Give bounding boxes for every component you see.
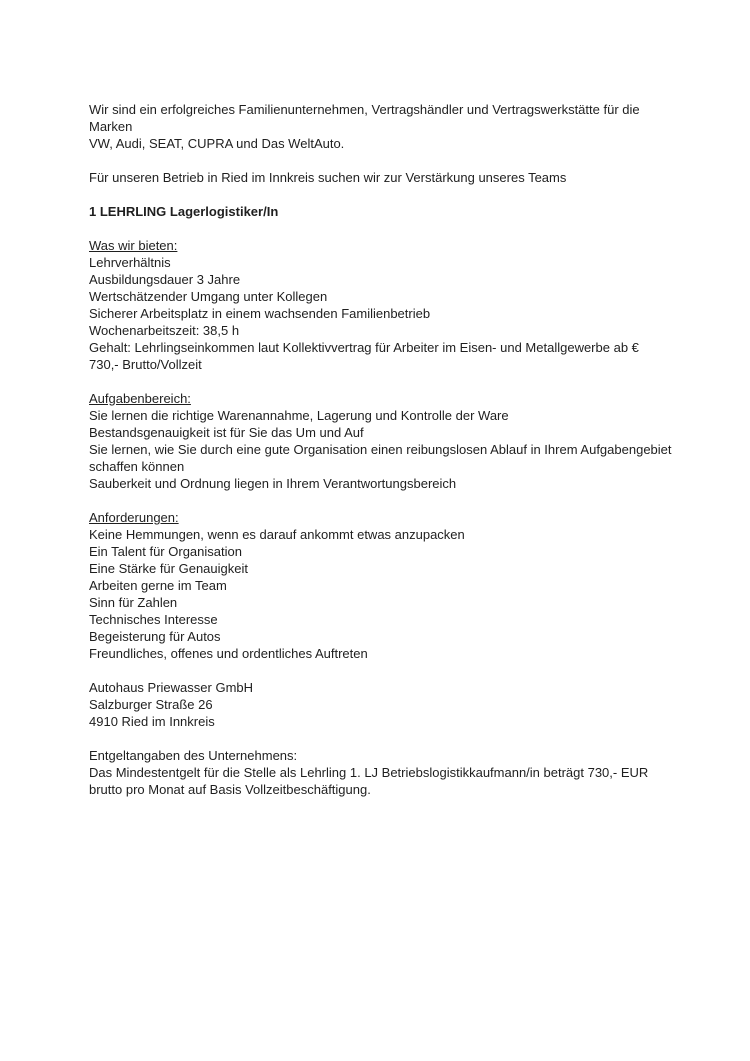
requirement-item: Technisches Interesse: [89, 612, 218, 627]
company-street: Salzburger Straße 26: [89, 697, 213, 712]
task-item: schaffen können: [89, 459, 185, 474]
offer-item: Gehalt: Lehrlingseinkommen laut Kollektivvertrag für Arbeiter im Eisen- und Metallgewerbe ab €: [89, 340, 639, 355]
task-item: Sauberkeit und Ordnung liegen in Ihrem Verantwortungsbereich: [89, 476, 457, 491]
company-address: [89, 679, 728, 730]
requirement-item: Arbeiten gerne im Team: [89, 578, 227, 593]
salary-disclosure: [89, 747, 728, 798]
salary-disclosure-line: brutto pro Monat auf Basis Vollzeitbeschäftigung.: [89, 782, 371, 797]
intro-paragraph: [89, 101, 728, 152]
text-line: Für unseren Betrieb in Ried im Innkreis suchen wir zur Verstärkung unseres Teams: [89, 170, 567, 185]
salary-disclosure-heading: Entgeltangaben des Unternehmens:: [89, 748, 298, 763]
offer-item: Wertschätzender Umgang unter Kollegen: [89, 289, 328, 304]
requirement-item: Keine Hemmungen, wenn es darauf ankommt etwas anzupacken: [89, 527, 465, 542]
offer-item: Ausbildungsdauer 3 Jahre: [89, 272, 241, 287]
text-line: VW, Audi, SEAT, CUPRA und Das WeltAuto.: [89, 136, 345, 151]
offer-item: Sicherer Arbeitsplatz in einem wachsenden Familienbetrieb: [89, 306, 431, 321]
section-heading: Was wir bieten:: [89, 238, 178, 253]
task-item: Sie lernen die richtige Warenannahme, Lagerung und Kontrolle der Ware: [89, 408, 509, 423]
offer-item: 730,- Brutto/Vollzeit: [89, 357, 202, 372]
offer-item: Wochenarbeitszeit: 38,5 h: [89, 323, 240, 338]
requirements-section: [89, 509, 728, 662]
requirement-item: Begeisterung für Autos: [89, 629, 221, 644]
requirement-item: Ein Talent für Organisation: [89, 544, 242, 559]
requirement-item: Freundliches, offenes und ordentliches Auftreten: [89, 646, 368, 661]
tasks-section: [89, 390, 728, 492]
requirement-item: Eine Stärke für Genauigkeit: [89, 561, 248, 576]
section-heading: Aufgabenbereich:: [89, 391, 191, 406]
salary-disclosure-line: Das Mindestentgelt für die Stelle als Lehrling 1. LJ Betriebslogistikkaufmann/in beträgt 730,- EUR: [89, 765, 649, 780]
task-item: Sie lernen, wie Sie durch eine gute Organisation einen reibungslosen Ablauf in Ihrem Aufgabengebiet: [89, 442, 672, 457]
job-title: [89, 203, 728, 220]
job-title-text: 1 LEHRLING Lagerlogistiker/In: [89, 204, 279, 219]
task-item: Bestandsgenauigkeit ist für Sie das Um und Auf: [89, 425, 364, 440]
team-intro-paragraph: [89, 169, 728, 186]
company-city: 4910 Ried im Innkreis: [89, 714, 215, 729]
offer-section: [89, 237, 728, 373]
company-name: Autohaus Priewasser GmbH: [89, 680, 254, 695]
requirement-item: Sinn für Zahlen: [89, 595, 178, 610]
text-line: Marken: [89, 119, 133, 134]
text-line: Wir sind ein erfolgreiches Familienunternehmen, Vertragshändler und Vertragswerkstätte für die: [89, 102, 640, 117]
offer-item: Lehrverhältnis: [89, 255, 171, 270]
section-heading: Anforderungen:: [89, 510, 179, 525]
